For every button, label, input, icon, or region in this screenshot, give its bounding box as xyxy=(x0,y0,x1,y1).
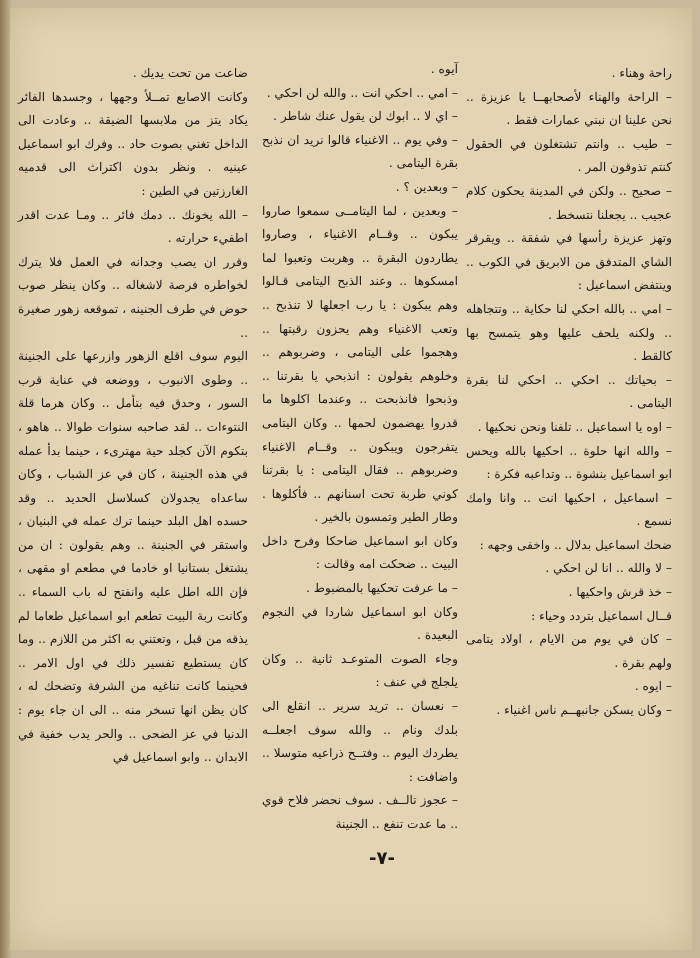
column-left xyxy=(18,62,248,770)
paragraph: آيوه . xyxy=(430,62,458,76)
paragraph: وكان ابو اسماعيل ضاحكا وفرح داخل البيت .. ضحكت امه وقالت : xyxy=(262,533,458,572)
paragraph: – خذ قرش واحكيها . xyxy=(568,585,672,600)
paragraph: – وكان يسكن جانبهــم ناس اغنياء . xyxy=(496,703,672,718)
paragraph: قــال اسماعيل بتردد وحياء : xyxy=(531,608,672,623)
paragraph: – بحياتك .. احكي .. احكي لنا بقرة اليتامى . xyxy=(466,372,672,411)
paragraph: – امي .. احكي انت .. والله لن احكي . xyxy=(266,85,458,100)
paragraph: – ما عرفت تحكيها بالمضبوط . xyxy=(305,581,458,596)
column-right xyxy=(466,62,672,723)
paragraph: وكانت الاصابع تمــلأ وجهها ، وجسدها الفائر يكاد يتز من ملابسها الضيقة .. وعادت الى الداخل تغني بصوت حاد .. وفرك ابو اسماعيل عينيه . ونظر بدون اكتراث الى قدميه الغارزتين في الطين : xyxy=(18,89,248,198)
paragraph: – صحيح .. ولكن في المدينة يحكون كلام عجيب .. يجعلنا نتسخط . xyxy=(466,183,672,222)
paragraph: – والله انها حلوة .. احكيها بالله ويحس ابو اسماعيل بنشوة .. وتداعبه فكرة : xyxy=(466,443,672,482)
paragraph: ضحك اسماعيل بدلال .. واخفى وجهه : xyxy=(479,537,672,552)
paragraph: ضاعت من تحت يديك . xyxy=(132,66,248,80)
page-number: -٧- xyxy=(369,848,395,869)
paragraph: – امي .. بالله احكي لنا حكاية .. وتتجاهله .. ولكنه يلحف عليها وهو يتمسح بها كالقط . xyxy=(466,301,672,364)
paragraph: – الراحة والهناء لأصحابهــا يا عزيزة .. نحن علينا ان نبني عمارات فقط . xyxy=(466,89,672,128)
paragraph: – نعسان .. تريد سرير .. انقلع الى بلدك ونام .. والله سوف اجعلــه يطردك اليوم .. وفتــح ذراعيه متوسلا .. واضافت : xyxy=(262,699,458,784)
paragraph: وقرر ان يصب وجدانه في العمل فلا يترك لخواطره فرصة لاشغاله .. وكان ينظر صوب حوض في طرف الجنينه ، تموقعه زهور صغيرة .. xyxy=(18,254,248,340)
paragraph: – لا والله .. انا لن احكي . xyxy=(545,561,672,576)
paragraph: – طيب .. وانتم تشتغلون في الحقول كنتم تذوقون المر . xyxy=(466,136,672,175)
paragraph: – وبعدين ؟ . xyxy=(395,179,458,194)
paragraph: وجاء الصوت المتوعـد ثانية .. وكان يلجلج في عنف : xyxy=(262,651,458,690)
paragraph: – اوه يا اسماعيل .. تلفنا ونحن نحكيها . xyxy=(477,419,672,434)
column-middle xyxy=(262,58,458,837)
paragraph: – اي لا .. ابوك لن يقول عنك شاطر . xyxy=(273,109,458,124)
paragraph: – وبعدين ، لما اليتامــى سمعوا صاروا يبكون .. وقــام الاغنياء ، وصاروا يطاردون البقرة .. وهربت وتعبوا لما امسكوها .. وعند الذبح اليتامى قـالوا وهم يبكون : يا رب اجعلها لا تنذبح .. وتعب الاغنياء وهم يحزون رقبتها .. وهجموا على اليتامى ، وضربوهم .. وخلوهم يقولون : انذبحي يا بقرتنا .. وذبحوا فانذبحت .. وعندما اكلوها ما قدروا يهضمون لحمها .. وكان اليتامى يتفرجون ويبكون .. وقــام الاغنياء وضربوهم .. فقال اليتامى : يا بقرتنا كوني طربة تحت اسنانهم .. فأكلوها . وطار الطير وتمسون بالخير . xyxy=(262,203,458,525)
paragraph: – الله يخونك .. دمك فائر .. ومـا عدت اقدر اطفيء حرارته . xyxy=(18,207,248,246)
paragraph: راحة وهناء . xyxy=(611,66,672,80)
paragraph: – عجوز تالــف . سوف نحضر فلاح قوي .. ما عدت تنفع .. الجنينة xyxy=(262,793,458,831)
paragraph: – كان في يوم من الايام ، اولاد يتامى ولهم بقرة . xyxy=(466,632,672,670)
paragraph: – اسماعيل ، احكيها انت .. وانا وامك نسمع . xyxy=(466,490,672,529)
paragraph: – وفي يوم .. الاغنياء قالوا نريد ان نذبح بقرة اليتامى . xyxy=(262,132,458,171)
paragraph: وتهز عزيزة رأسها في شفقة .. ويقرقر الشاي المتدفق من الابريق في الكوب .. وينتفض اسماعيل : xyxy=(466,231,672,293)
paragraph: اليوم سوف اقلع الزهور وازرعها على الجنينة .. وطوى الانبوب ، ووضعه في عناية قرب السور ، وحدق فيه بتأمل .. وكان هرما قلة النتوءات .. لقد صاحبه سنوات طوالا .. هاهو ، بتكوم الآن كجلد حية مهترىء ، حينما بدأ عمله في هذه الجنينة ، كان في عز الشباب ، وكان ساعداه يجدولان كسلاسل الحديد .. وقد حسده اهل البلد حينما ترك عمله في البنيان ، واستقر في الجنينة .. وهم يقولون : ان من يشتغل بستانيا او خادما في مطعم او مقهى ، فإن الله اطل عليه وانفتح له باب السماء .. وكانت ربة البيت تطعم ابو اسماعيل طعاما لم يذقه من قبل ، وتعتني به اكثر من اللازم .. وما كان يستطيع تفسير ذلك في اول الامر .. فحينما كانت تناغيه من الشرفة وتضحك له ، كان يظن انها تسخر منه .. الى ان جاء يوم : الدنيا في عز الضحى .. والحر يدب خفية في الابدان .. وابو اسماعيل في xyxy=(18,349,248,765)
paragraph: وكان ابو اسماعيل شاردا في النجوم البعيدة . xyxy=(262,604,458,643)
paragraph: – ايوه . xyxy=(634,679,672,694)
